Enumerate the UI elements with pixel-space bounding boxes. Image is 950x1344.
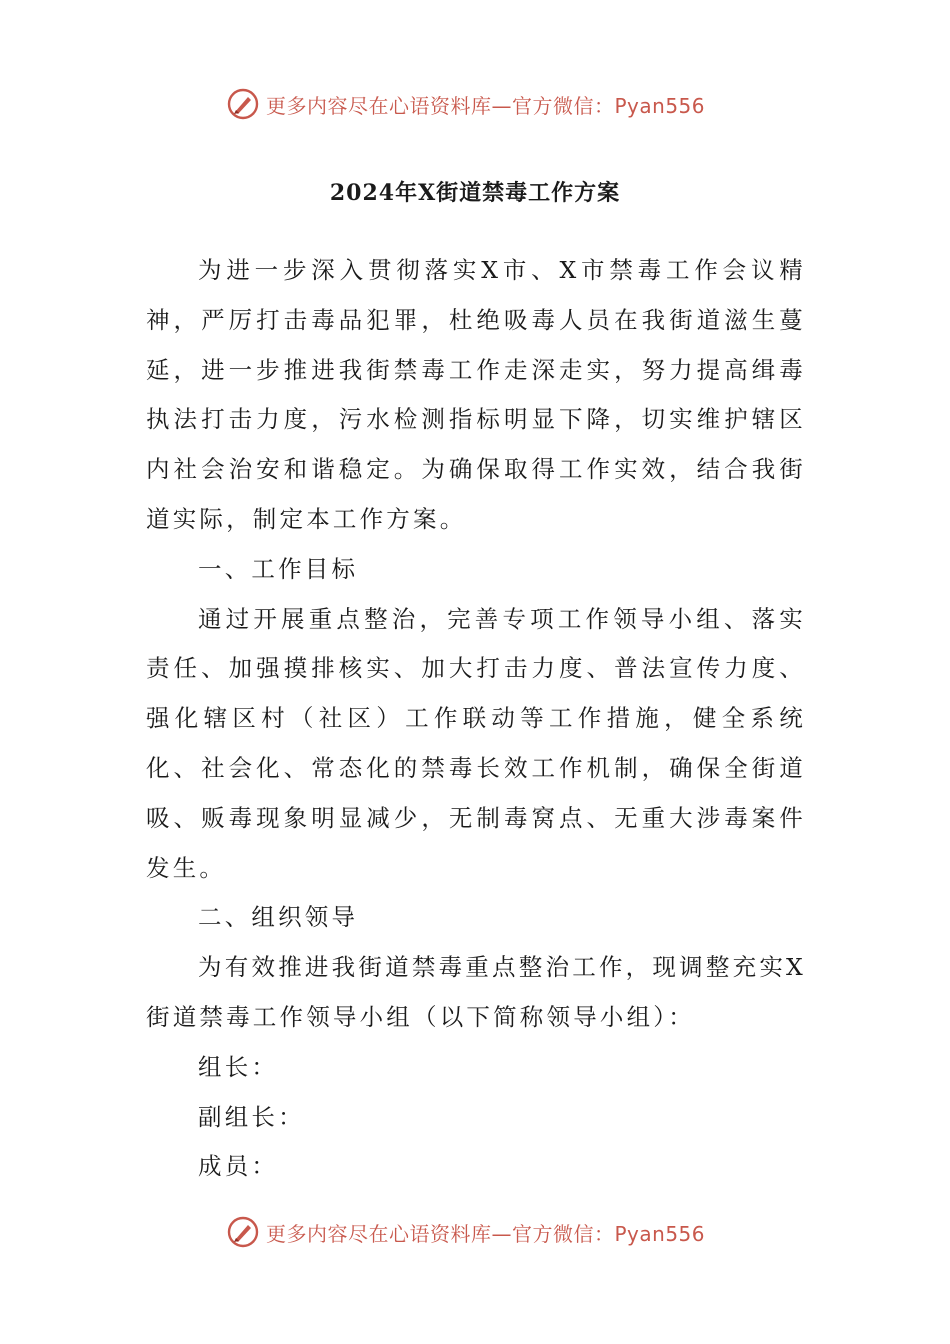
watermark-text: 更多内容尽在心语资料库—官方微信：Pyan556	[266, 93, 706, 118]
deputy-leader-line: 副组长：	[198, 1102, 305, 1131]
intro-paragraph: 为进一步深入贯彻落实X市、X市禁毒工作会议精神，严厉打击毒品犯罪，杜绝吸毒人员在我街道滋生蔓延，进一步推进我街禁毒工作走深走实，努力提高缉毒执法打击力度，污水检测指标明显下降，切实维护辖区内社会治安和谐稳定。为确保取得工作实效，结合我街道实际，制定本工作方案。	[146, 256, 806, 533]
organization-paragraph: 为有效推进我街道禁毒重点整治工作，现调整充实X街道禁毒工作领导小组（以下简称领导小组）：	[146, 953, 806, 1031]
goals-paragraph: 通过开展重点整治，完善专项工作领导小组、落实责任、加强摸排核实、加大打击力度、普法宣传力度、强化辖区村（社区）工作联动等工作措施，健全系统化、社会化、常态化的禁毒长效工作机制，确保全街道吸、贩毒现象明显减少，无制毒窝点、无重大涉毒案件发生。	[146, 604, 806, 882]
watermark-banner-top	[226, 82, 746, 126]
watermark-banner-bottom	[226, 1210, 746, 1254]
team-leader-line: 组长：	[198, 1052, 279, 1081]
members-line: 成员：	[198, 1152, 279, 1181]
watermark-text: 更多内容尽在心语资料库—官方微信：Pyan556	[266, 1221, 706, 1246]
pen-logo-icon	[226, 1215, 260, 1249]
section-heading-organization: 二、组织领导	[198, 903, 359, 932]
pen-logo-icon	[226, 87, 260, 121]
document-body	[146, 246, 806, 1192]
document-title: 2024年X街道禁毒工作方案	[329, 180, 621, 206]
section-heading-goals: 一、工作目标	[198, 554, 359, 583]
